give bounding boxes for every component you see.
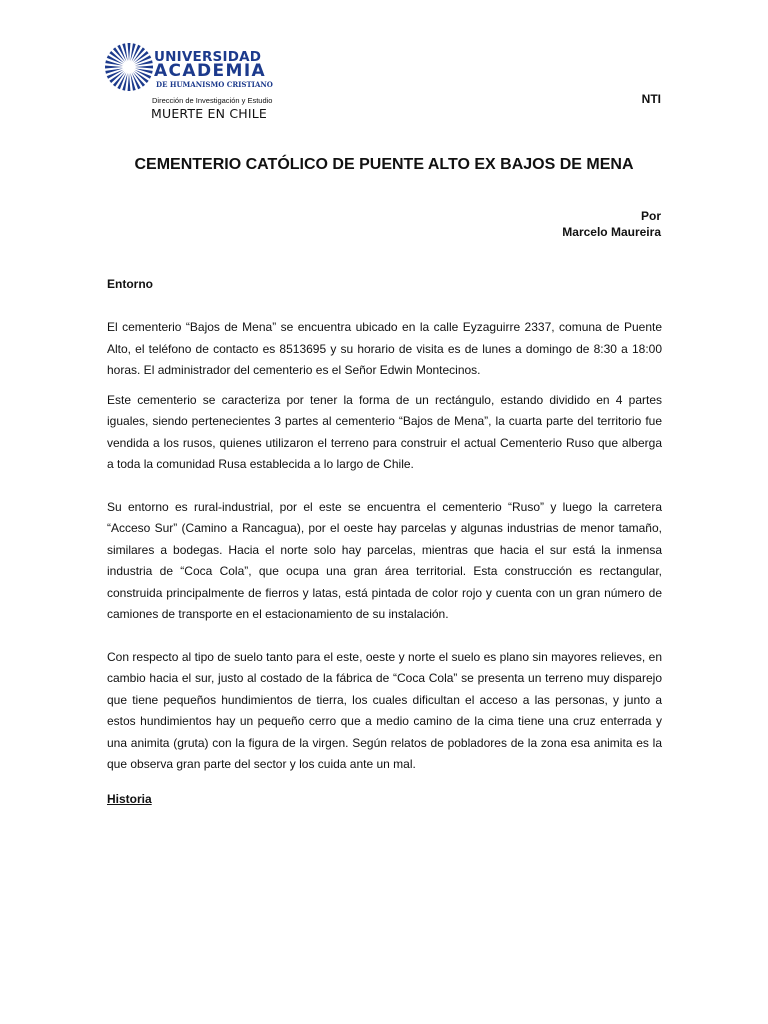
series-title: MUERTE EN CHILE <box>151 106 268 121</box>
author-name: Marcelo Maureira <box>562 225 661 239</box>
starburst-logo-icon <box>104 42 154 92</box>
paragraph: Su entorno es rural-industrial, por el este se encuentra el cementerio “Ruso” y luego la carretera “Acceso Sur” (Camino a Rancagua), por el oeste hay parcelas y algunas industrias de menor tamaño, similares a bodegas. Hacia el norte solo hay parcelas, mientras que hacia el sur está la inmensa industria de “Coca Cola”, que ocupa una gran área territorial. Esta construcción es rectangular, construida principalmente de fierros y latas, está pintada de color rojo y cuenta con un gran número de camiones de transporte en el estacionamiento de su instalación. <box>107 499 662 621</box>
logo-academia-word: ACADEMIA <box>154 61 267 81</box>
department-label: Dirección de Investigación y Estudio <box>152 96 273 105</box>
paragraph: El cementerio “Bajos de Mena” se encuentra ubicado en la calle Eyzaguirre 2337, comuna de Puente Alto, el teléfono de contacto es 8513695 y su horario de visita es de lunes a domingo de 8:30 a 18:00 horas. El administrador del cementerio es el Señor Edwin Montecinos. <box>107 320 662 377</box>
paragraph: Este cementerio se caracteriza por tener la forma de un rectángulo, estando dividido en 4 partes iguales, siendo pertenecientes 3 partes al cementerio “Bajos de Mena”, la cuarta parte del territorio fue vendida a los rusos, quienes utilizaron el terreno para construir el actual Cementerio Ruso que alberga a toda la comunidad Rusa establecida a lo largo de Chile. <box>107 392 662 471</box>
byline-prefix: Por <box>640 209 661 223</box>
document-body <box>107 276 662 807</box>
section-heading-historia: Historia <box>107 791 152 806</box>
logo-subtitle: DE HUMANISMO CRISTIANO <box>156 80 273 89</box>
paragraph: Con respecto al tipo de suelo tanto para el este, oeste y norte el suelo es plano sin mayores relieves, en cambio hacia el sur, justo al costado de la fábrica de “Coca Cola” se presenta un terreno muy disparejo que tiene pequeños hundimientos de tierra, los cuales dificultan el acceso a las personas, y junto a estos hundimientos hay un pequeño cerro que a medio camino de la cima tiene una cruz enterrada y una animita (gruta) con la figura de la virgen. Según relatos de pobladores de la zona esa animita es la que observa gran parte del sector y los cuida ante un mal. <box>107 649 662 771</box>
university-logo <box>104 42 334 122</box>
section-heading-entorno: Entorno <box>107 277 153 291</box>
byline <box>562 208 661 240</box>
document-title: CEMENTERIO CATÓLICO DE PUENTE ALTO EX BAJOS DE MENA <box>134 156 634 173</box>
logo-university-word: UNIVERSIDAD <box>154 49 262 65</box>
document-code: NTI <box>641 92 661 106</box>
